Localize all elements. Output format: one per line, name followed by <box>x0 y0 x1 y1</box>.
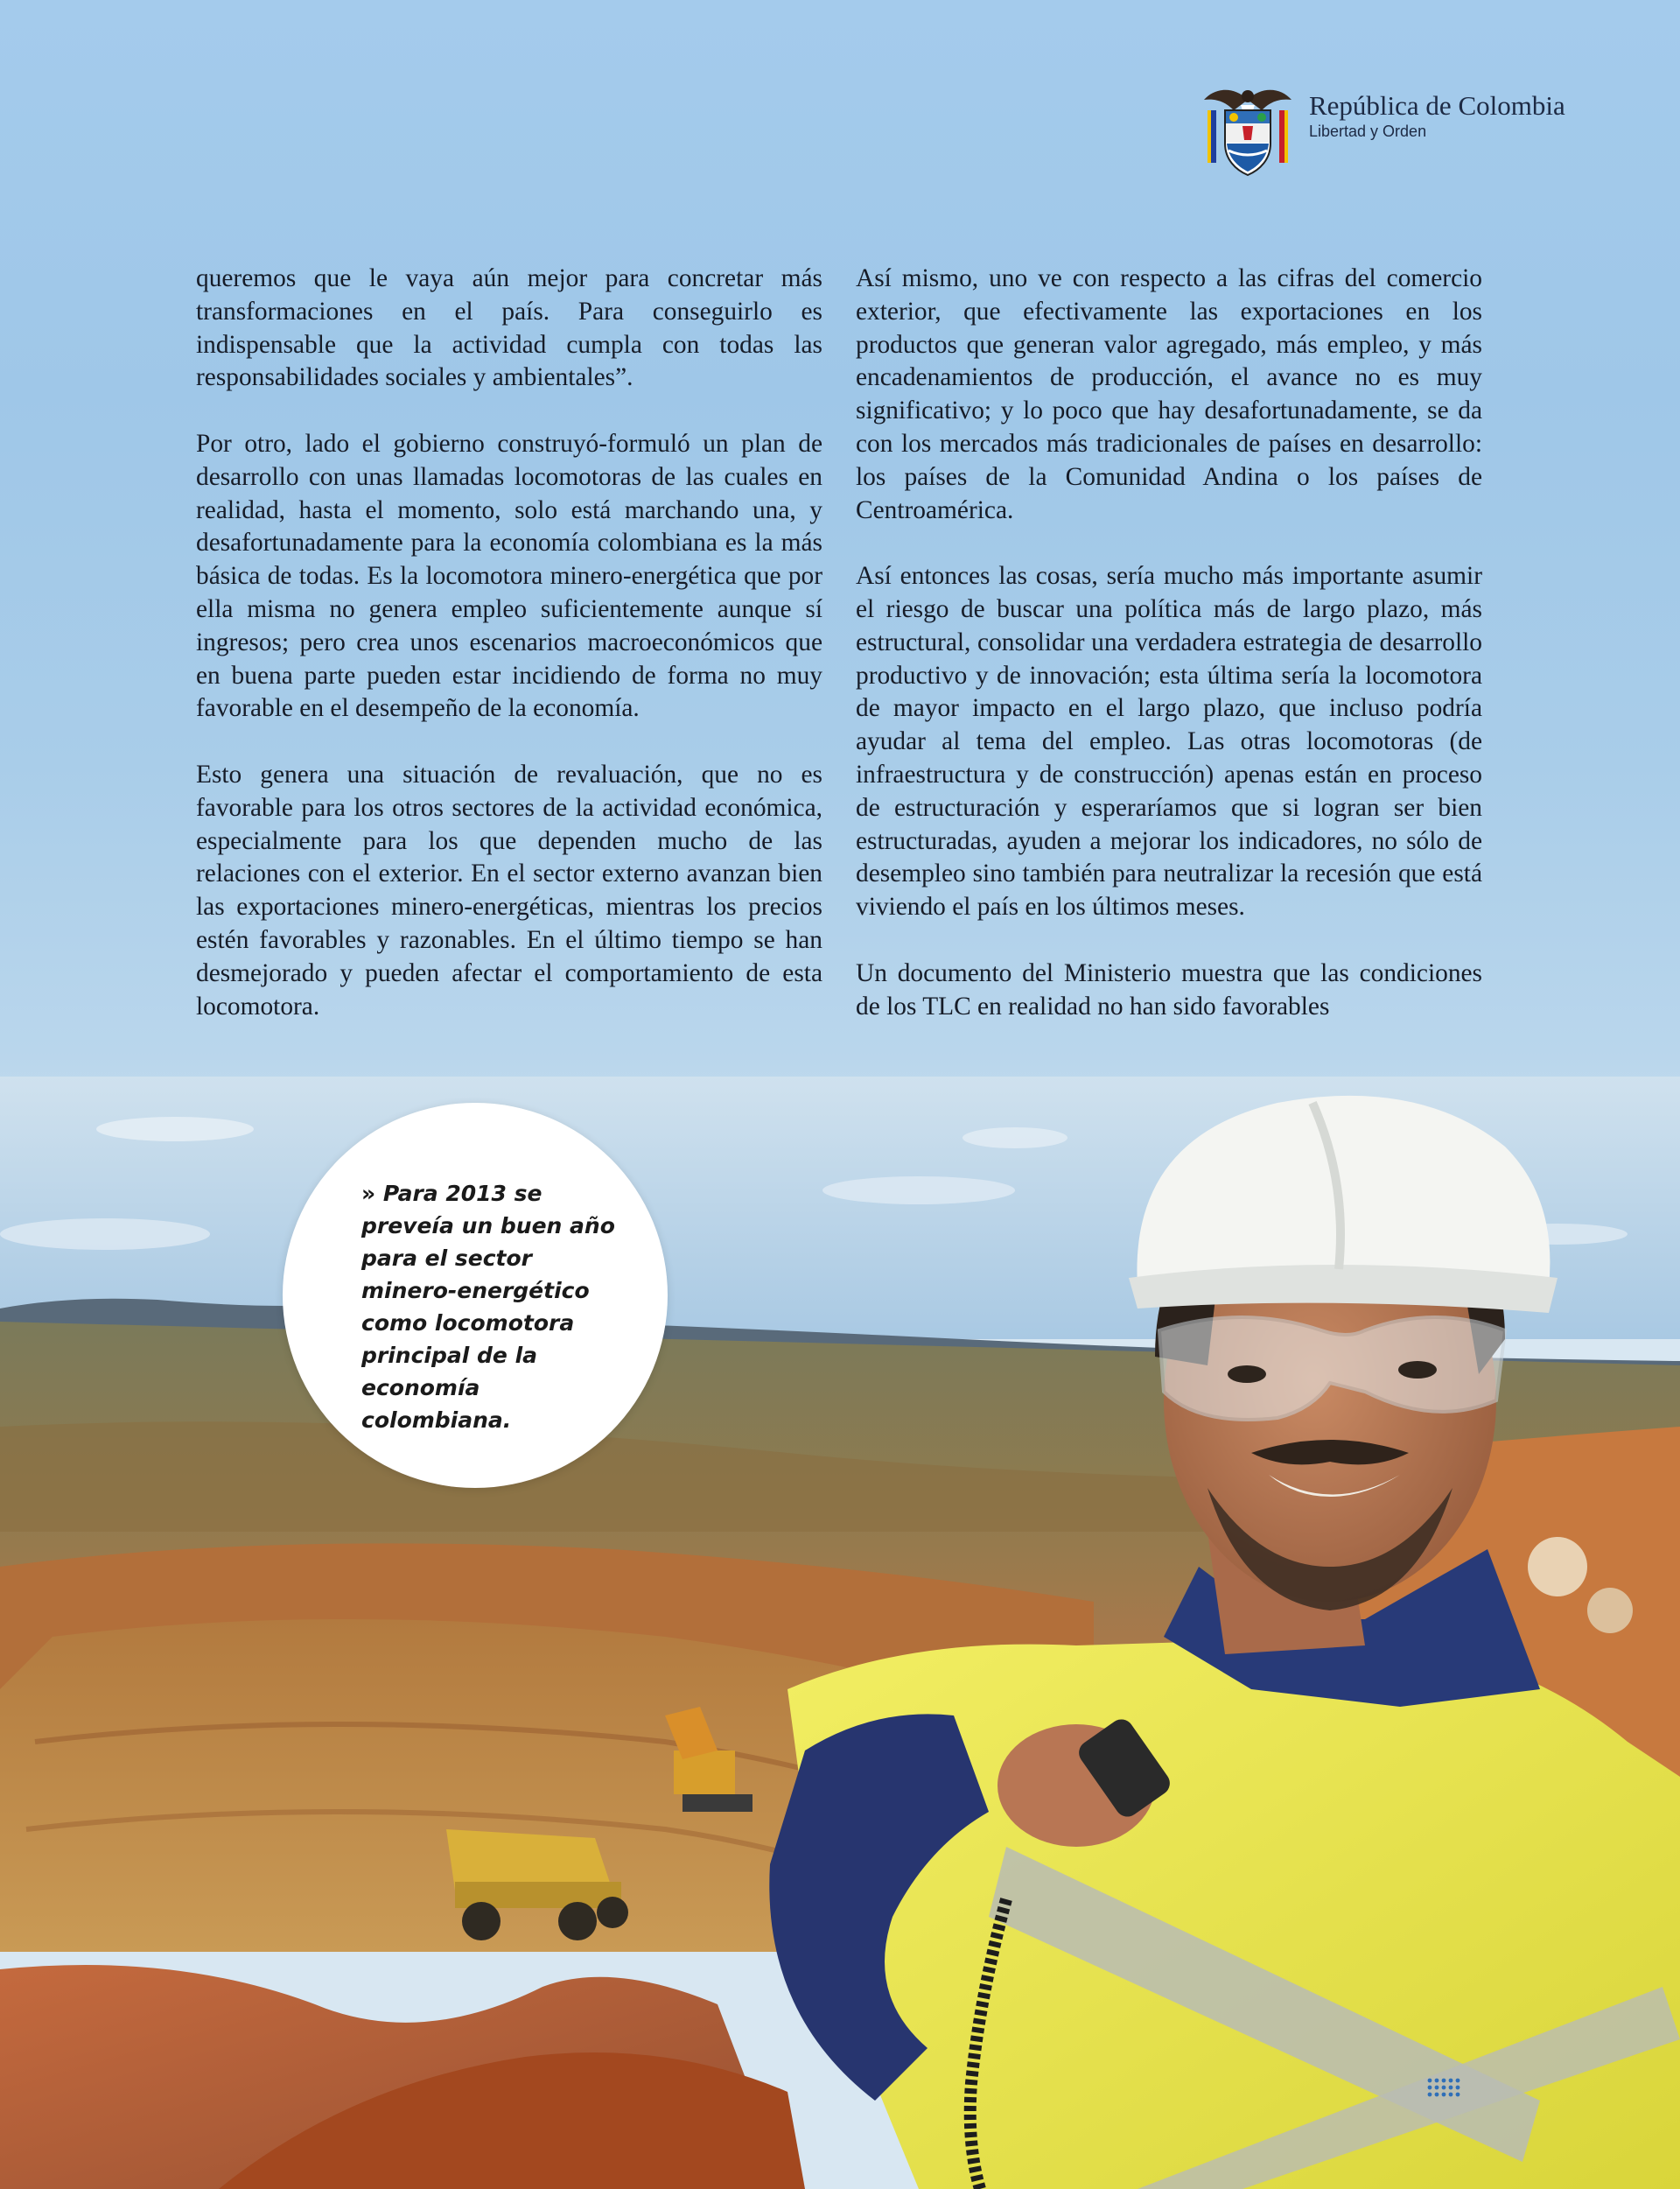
paragraph: Por otro, lado el gobierno construyó-formuló un plan de desarrollo con unas llamadas locomotoras de las cuales en realidad, hasta el momento, solo está marchando una, y desafortunadamente para la economía colombiana es la más básica de todas. Es la locomotora minero-energética que por ella misma no genera empleo suficientemente aunque sí ingresos; pero crea unos escenarios macroeconómicos que en buena parte pueden estar incidiendo de forma no muy favorable en el desempeño de la economía. <box>196 429 822 723</box>
header-motto: Libertad y Orden <box>1309 123 1427 140</box>
colombia-coat-of-arms-icon <box>1199 81 1297 179</box>
header-country-name: República de Colombia <box>1309 90 1565 121</box>
double-chevron-icon: » <box>361 1181 373 1206</box>
dot-grid-icon <box>1426 2077 1461 2101</box>
pull-quote-text: Para 2013 se preveía un buen año para el sector minero-energético como locomotora principal de la economía colombiana. <box>361 1181 615 1433</box>
paragraph: Esto genera una situación de revaluación, que no es favorable para los otros sectores de la actividad económica, especialmente para los que dependen mucho de las relaciones con el exterior. En el sector externo avanzan bien las exportaciones minero-energéticas, mientras los precios estén favorables y razonables. En el último tiempo se han desmejorado y pueden afectar el comportamiento de esta locomotora. <box>196 760 822 1021</box>
mining-photo <box>0 1077 1680 2189</box>
paragraph: queremos que le vaya aún mejor para concretar más transformaciones en el país. Para conseguirlo es indispensable que la actividad cumpla con todas las responsabilidades sociales y ambientales”. <box>196 264 822 392</box>
pull-quote <box>283 1103 668 1488</box>
mine-worker-illustration <box>0 1077 1680 2189</box>
paragraph: Así mismo, uno ve con respecto a las cifras del comercio exterior, que efectivamente las exportaciones en los productos que generan valor agregado, más empleo, y más encadenamientos de producción, el avance no es muy significativo; y lo poco que hay desafortunadamente, se da con los mercados más tradicionales de países en desarrollo: los países de la Comunidad Andina o los países de Centroamérica. <box>856 264 1482 524</box>
paragraph: Así entonces las cosas, sería mucho más importante asumir el riesgo de buscar una política más de largo plazo, más estructural, consolidar una verdadera estrategia de desarrollo productivo y de innovación; esta última sería la locomotora de mayor impacto en el largo plazo, que incluso podría ayudar al tema del empleo. Las otras locomotoras (de infraestructura y de construcción) apenas están en proceso de estructuración y esperaríamos que si logran ser bien estructuradas, ayuden a mejorar los indicadores, no sólo de desempleo sino también para neutralizar la recesión que está viviendo el país en los últimos meses. <box>856 562 1482 922</box>
article-column-right <box>856 263 1482 1023</box>
pull-quote-body <box>361 1177 633 1436</box>
article-column-left <box>196 263 822 1023</box>
paragraph: Un documento del Ministerio muestra que las condiciones de los TLC en realidad no han sido favorables <box>856 958 1482 1021</box>
header-logo <box>1199 81 1601 181</box>
